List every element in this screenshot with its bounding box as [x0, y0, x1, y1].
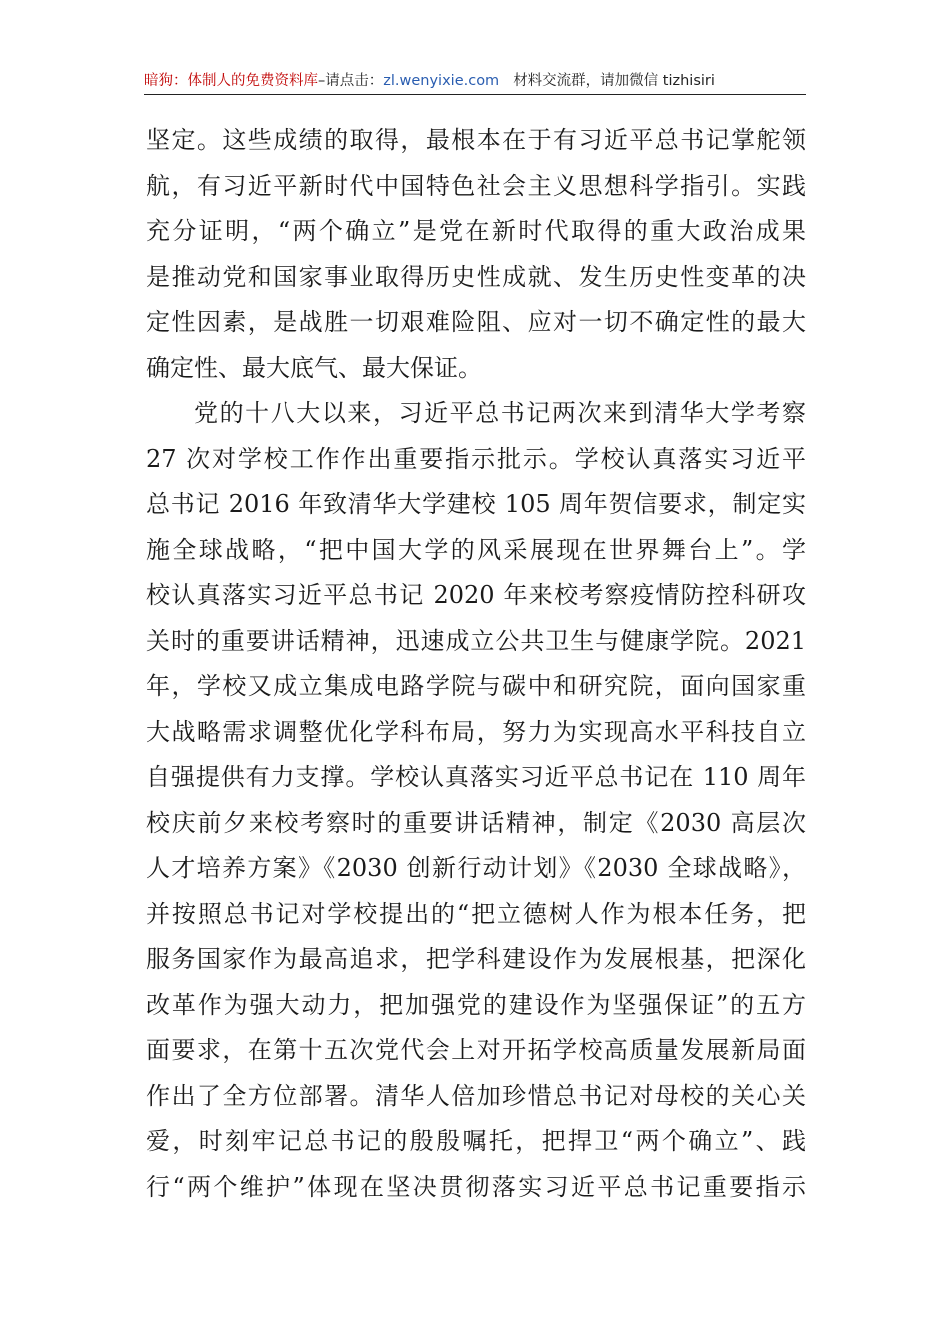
paragraph-first-line: 党的十八大以来，习近平总书记两次来到清华大学考察: [194, 399, 806, 427]
header-wechat-note: 材料交流群，请加微信 tizhisiri: [513, 73, 715, 89]
text-line: 校认真落实习近平总书记 2020 年来校考察疫情防控科研攻: [146, 581, 806, 609]
text-line: 是推动党和国家事业取得历史性成就、发生历史性变革的决: [146, 262, 806, 291]
text-line: 年，学校又成立集成电路学院与碳中和研究院，面向国家重: [146, 672, 806, 700]
header-click-prompt: –请点击：: [318, 73, 384, 89]
text-line: 爱，时刻牢记总书记的殷殷嘱托，把捍卫“两个确立”、践: [146, 1127, 806, 1155]
header-site-link[interactable]: zl.wenyixie.com: [383, 73, 500, 89]
text-line: 人才培养方案》《2030 创新行动计划》《2030 全球战略》，: [146, 854, 806, 882]
document-body: [146, 118, 806, 1210]
text-line: 航，有习近平新时代中国特色社会主义思想科学指引。实践: [146, 171, 806, 200]
text-line: 并按照总书记对学校提出的“把立德树人作为根本任务，把: [146, 899, 806, 928]
text-line: 服务国家作为最高追求，把学科建设作为发展根基，把深化: [146, 945, 806, 973]
text-line: 充分证明，“两个确立”是党在新时代取得的重大政治成果: [146, 217, 806, 245]
text-line: 总书记 2016 年致清华大学建校 105 周年贺信要求，制定实: [146, 490, 806, 518]
text-line: 改革作为强大动力，把加强党的建设作为坚强保证”的五方: [146, 990, 806, 1019]
text-line: 确定性、最大底气、最大保证。: [146, 353, 482, 382]
text-line: 行“两个维护”体现在坚决贯彻落实习近平总书记重要指示: [146, 1172, 806, 1201]
text-line: 定性因素，是战胜一切艰难险阻、应对一切不确定性的最大: [146, 308, 806, 336]
text-line: 作出了全方位部署。清华人倍加珍惜总书记对母校的关心关: [146, 1081, 806, 1110]
text-line: 27 次对学校工作作出重要指示批示。学校认真落实习近平: [146, 444, 806, 473]
text-line: 大战略需求调整优化学科布局，努力为实现高水平科技自立: [146, 717, 806, 746]
text-line: 校庆前夕来校考察时的重要讲话精神，制定《2030 高层次: [146, 808, 806, 837]
text-line: 施全球战略，“把中国大学的风采展现在世界舞台上”。学: [146, 535, 806, 564]
text-line: 坚定。这些成绩的取得，最根本在于有习近平总书记掌舵领: [146, 126, 806, 154]
page-header: [144, 68, 806, 95]
text-line: 面要求，在第十五次党代会上对开拓学校高质量发展新局面: [146, 1036, 806, 1064]
text-line: 关时的重要讲话精神，迅速成立公共卫生与健康学院。2021: [146, 626, 806, 655]
text-line: 自强提供有力支撑。学校认真落实习近平总书记在 110 周年: [146, 763, 806, 791]
header-brand-text: 暗狗：体制人的免费资料库: [144, 73, 318, 89]
